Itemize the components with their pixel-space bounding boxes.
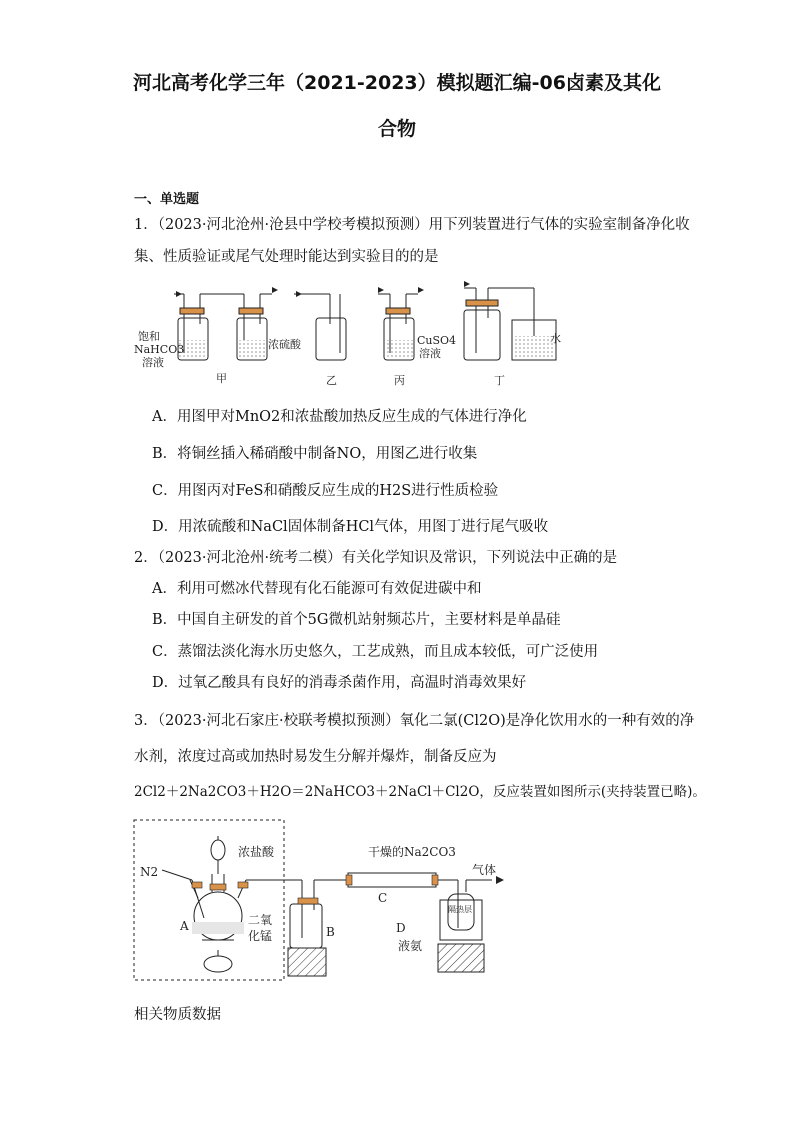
section-heading: 一、单选题 [134,192,200,207]
q1-caption-bing: 丙 [394,374,405,387]
q3-stem-line1: 3．（2023·河北石家庄·校联考模拟预测）氧化二氯(Cl2O)是净化饮用水的一种有效的净 [134,713,695,729]
q1-stem-line2: 集、性质验证或尾气处理时能达到实验目的的是 [134,249,439,265]
q1-label-saturated: 饱和 [138,330,160,343]
q3-label-mno2-1: 二氧 [248,913,273,927]
q1-label-water: 水 [550,332,561,345]
q3-stem-equation: 2Cl2＋2Na2CO3＋H2O＝2NaHCO3＋2NaCl＋Cl2O，反应装置如图所示(夹持装置已略)。 [134,784,706,800]
q3-label-insulation: 隔热层 [448,905,472,914]
q3-apparatus-figure [132,818,512,988]
q3-label-gas: 气体 [472,863,497,877]
q3-label-dry-na2co3: 干燥的Na2CO3 [368,845,456,859]
q1-label-solution: 溶液 [142,356,164,369]
q2-option-c: C．蒸馏法淡化海水历史悠久，工艺成熟，而且成本较低，可广泛使用 [152,644,599,660]
q3-label-b: B [326,925,335,939]
footer-text: 相关物质数据 [134,1007,221,1023]
q1-option-c: C．用图丙对FeS和硝酸反应生成的H2S进行性质检验 [152,483,499,499]
q1-label-cuso4-solution: 溶液 [419,347,441,360]
page-title-line2: 合物 [377,118,416,140]
q3-label-hcl: 浓盐酸 [238,845,275,859]
q3-label-n2: N2 [140,865,159,879]
q2-option-b: B．中国自主研发的首个5G微机站射频芯片，主要材料是单晶硅 [152,612,561,628]
q1-label-cuso4: CuSO4 [417,334,457,347]
q1-caption-ding: 丁 [494,374,505,387]
q1-caption-jia: 甲 [216,372,227,385]
q3-stem-line2: 水剂，浓度过高或加热时易发生分解并爆炸，制备反应为 [134,749,497,765]
page-title-line1: 河北高考化学三年（2021-2023）模拟题汇编-06卤素及其化 [133,72,661,94]
q1-option-d: D．用浓硫酸和NaCl固体制备HCl气体，用图丁进行尾气吸收 [152,519,549,535]
q2-option-d: D．过氧乙酸具有良好的消毒杀菌作用，高温时消毒效果好 [152,675,527,691]
q1-apparatus-figure [134,278,584,390]
q2-option-a: A．利用可燃冰代替现有化石能源可有效促进碳中和 [152,581,482,597]
q1-caption-yi: 乙 [326,374,337,387]
q3-label-liquid-ammonia: 液氨 [398,939,423,953]
q1-label-acid: 浓硫酸 [268,338,301,351]
q3-label-c: C [378,891,388,905]
q1-option-b: B．将铜丝插入稀硝酸中制备NO，用图乙进行收集 [152,446,478,462]
q1-stem-line1: 1．（2023·河北沧州·沧县中学校考模拟预测）用下列装置进行气体的实验室制备净化收 [134,217,690,233]
q3-label-mno2-2: 化锰 [248,929,273,943]
q1-label-nahco3: NaHCO3 [134,343,185,356]
q3-label-d: D [396,921,406,935]
q3-label-a: A [180,919,189,933]
q1-option-a: A．用图甲对MnO2和浓盐酸加热反应生成的气体进行净化 [152,409,527,425]
q2-stem: 2．（2023·河北沧州·统考二模）有关化学知识及常识，下列说法中正确的是 [134,550,618,566]
